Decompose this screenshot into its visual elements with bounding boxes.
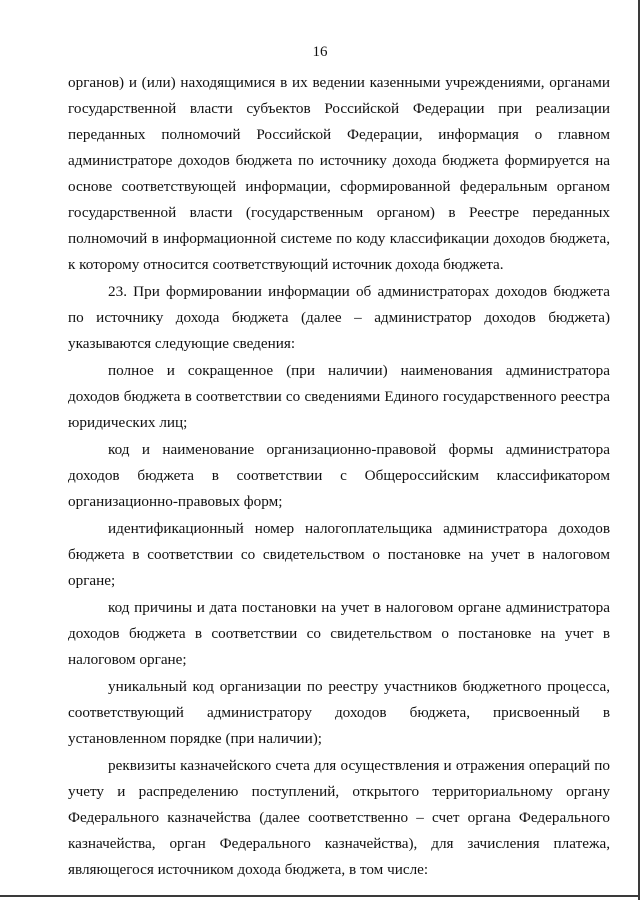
paragraph-continuation: органов) и (или) находящимися в их ведении казенными учреждениями, органами государственной власти субъектов Российской Федерации при реализации переданных полномочий Российской Федерации, информация о главном администраторе доходов бюджета по источнику дохода бюджета формируется на основе соответствующей информации, сформированной федеральным органом государственной власти (государственным органом) в Реестре переданных полномочий в информационной системе по коду классификации доходов бюджета, к которому относится соответствующий источник дохода бюджета. bbox=[68, 74, 610, 273]
page-number: 16 bbox=[312, 44, 328, 60]
paragraph-kpp: код причины и дата постановки на учет в налоговом органе администратора доходов бюджета в соответствии со свидетельством о постановке на учет в налоговом органе; bbox=[68, 599, 610, 668]
paragraph-full-short-name: полное и сокращенное (при наличии) наименования администратора доходов бюджета в соответствии со сведениями Единого государственного реестра юридических лиц; bbox=[68, 362, 610, 431]
paragraph-unique-code: уникальный код организации по реестру участников бюджетного процесса, соответствующий администратору доходов бюджета, присвоенный в установленном порядке (при наличии); bbox=[68, 678, 610, 747]
paragraph-treasury-account: реквизиты казначейского счета для осуществления и отражения операций по учету и распределению поступлений, открытого территориальному органу Федерального казначейства (далее соответственно – счет органа Федерального казначейства, орган Федерального казначейства), для зачисления платежа, являющегося источником дохода бюджета, в том числе: bbox=[68, 757, 610, 878]
paragraph-inn: идентификационный номер налогоплательщика администратора доходов бюджета в соответствии со свидетельством о постановке на учет в налоговом органе; bbox=[68, 520, 610, 589]
paragraph-legal-form-code: код и наименование организационно-правовой формы администратора доходов бюджета в соответствии с Общероссийским классификатором организационно-правовых форм; bbox=[68, 441, 610, 510]
document-body bbox=[68, 70, 610, 884]
paragraph-item-23: 23. При формировании информации об администраторах доходов бюджета по источнику дохода бюджета (далее – администратор доходов бюджета) указываются следующие сведения: bbox=[68, 283, 610, 352]
bottom-rule bbox=[0, 895, 640, 897]
